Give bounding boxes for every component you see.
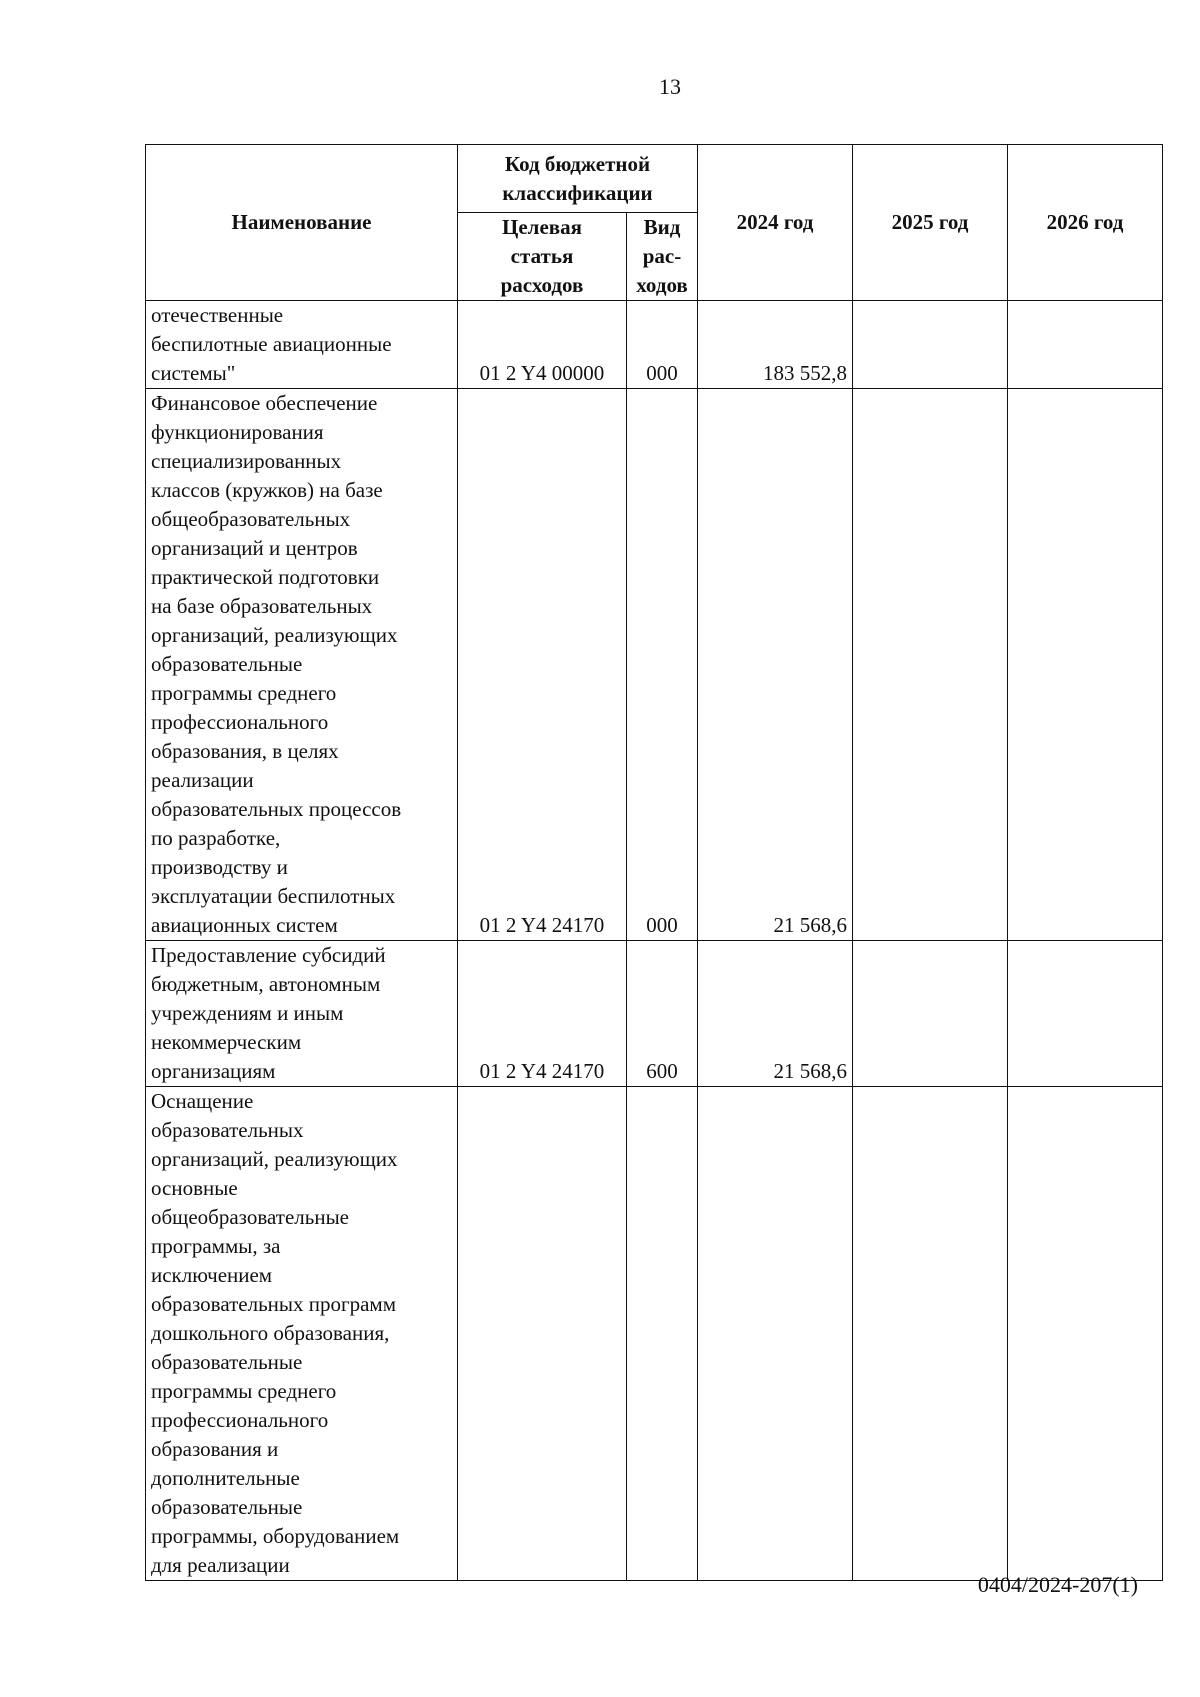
- table-header: [146, 145, 1163, 301]
- row-amount-2026: [1008, 1087, 1163, 1581]
- header-expense-type: Вид рас-ходов: [627, 213, 698, 301]
- header-name: Наименование: [146, 145, 458, 301]
- row-amount-2025: [853, 389, 1008, 941]
- row-amount-2025: [853, 941, 1008, 1087]
- page-number: 13: [659, 74, 681, 99]
- row-expense-type: 600: [627, 941, 698, 1087]
- row-expense-type: [627, 1087, 698, 1581]
- header-year-2024: 2024 год: [698, 145, 853, 301]
- row-target-article: 01 2 Y4 24170: [458, 389, 627, 941]
- header-budget-code: Код бюджетной классификации: [458, 145, 698, 213]
- row-name: Оснащение образовательных организаций, реализующих основные общеобразовательные программы, за исключением образовательных программ дошкольного образования, образовательные программы среднего профессионального образования и дополнительные образовательные программы, оборудованием для реализации: [146, 1087, 458, 1581]
- table-row: [146, 1087, 1163, 1581]
- row-amount-2025: [853, 301, 1008, 389]
- document-number: 0404/2024-207(1): [977, 1572, 1138, 1597]
- row-amount-2026: [1008, 389, 1163, 941]
- table-row: [146, 301, 1163, 389]
- row-target-article: 01 2 Y4 24170: [458, 941, 627, 1087]
- row-amount-2024: 21 568,6: [698, 941, 853, 1087]
- row-amount-2025: [853, 1087, 1008, 1581]
- row-amount-2024: 21 568,6: [698, 389, 853, 941]
- row-amount-2026: [1008, 941, 1163, 1087]
- row-expense-type: 000: [627, 389, 698, 941]
- row-name: Предоставление субсидий бюджетным, автономным учреждениям и иным некоммерческим организациям: [146, 941, 458, 1087]
- row-name: отечественные беспилотные авиационные системы": [146, 301, 458, 389]
- row-name: Финансовое обеспечение функционирования специализированных классов (кружков) на базе общеобразовательных организаций и центров практической подготовки на базе образовательных организаций, реализующих образовательные программы среднего профессионального образования, в целях реализации образовательных процессов по разработке, производству и эксплуатации беспилотных авиационных систем: [146, 389, 458, 941]
- row-amount-2024: [698, 1087, 853, 1581]
- row-target-article: [458, 1087, 627, 1581]
- header-year-2026: 2026 год: [1008, 145, 1163, 301]
- table-row: [146, 941, 1163, 1087]
- budget-table: [145, 144, 1163, 1581]
- row-amount-2026: [1008, 301, 1163, 389]
- row-expense-type: 000: [627, 301, 698, 389]
- row-amount-2024: 183 552,8: [698, 301, 853, 389]
- table-body: [146, 301, 1163, 1581]
- row-target-article: 01 2 Y4 00000: [458, 301, 627, 389]
- header-target-article: Целевая статья расходов: [458, 213, 627, 301]
- table-row: [146, 389, 1163, 941]
- header-year-2025: 2025 год: [853, 145, 1008, 301]
